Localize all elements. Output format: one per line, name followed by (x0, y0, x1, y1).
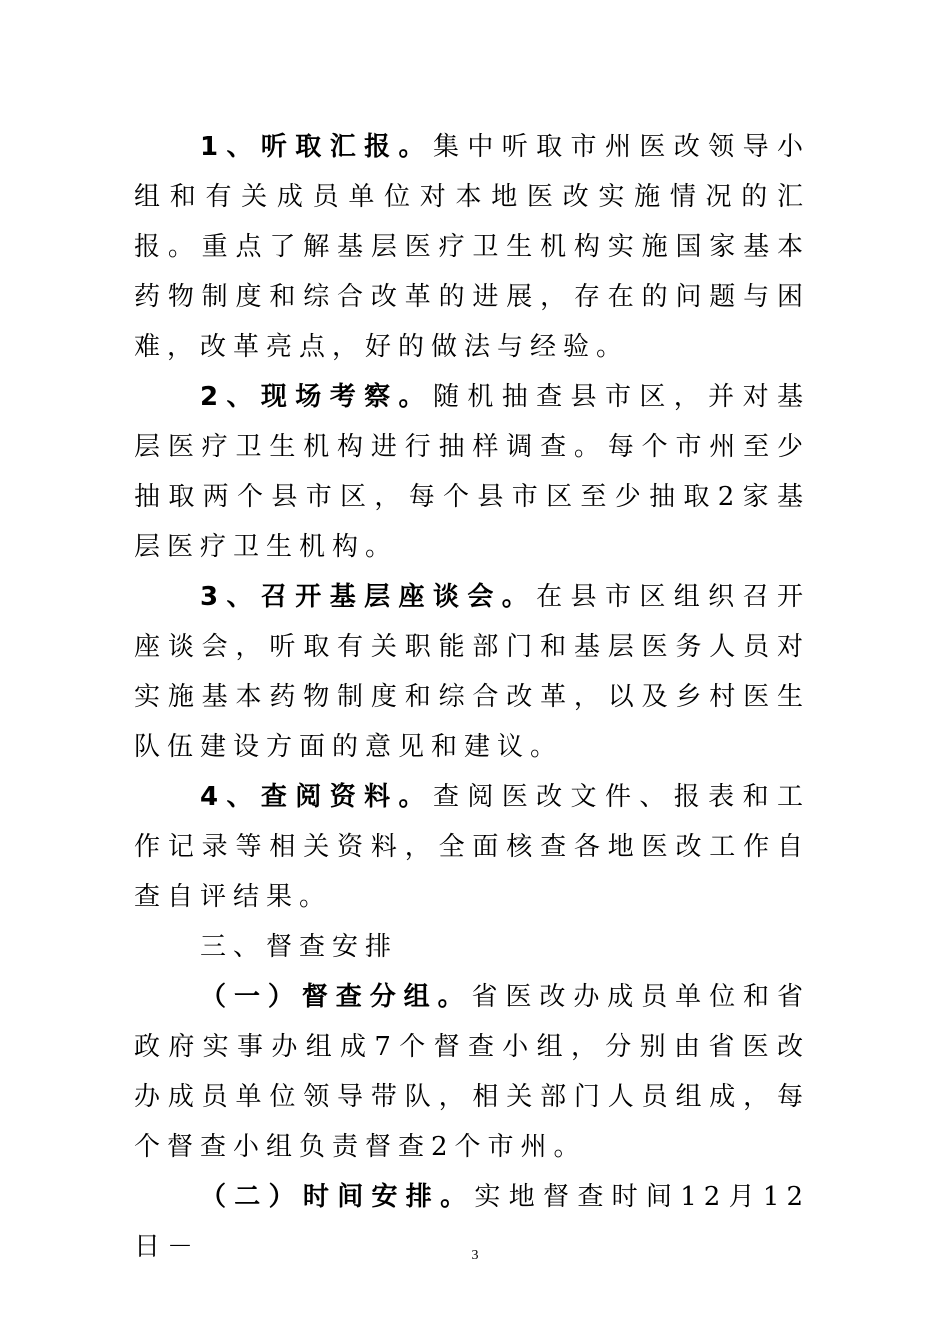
paragraph-listen-report (134, 122, 810, 372)
paragraph-text: 集中听取市州医改领导小组和有关成员单位对本地医改实施情况的汇报。重点了解基层医疗卫生机构实施国家基本药物制度和综合改革的进展，存在的问题与困难，改革亮点，好的做法与经验。 (134, 132, 810, 362)
page-number: 3 (471, 1248, 479, 1263)
paragraph-text: 在县市区组织召开座谈会，听取有关职能部门和基层医务人员对实施基本药物制度和综合改革，以及乡村医生队伍建设方面的意见和建议。 (134, 582, 810, 762)
paragraph-text: 随机抽查县市区，并对基层医疗卫生机构进行抽样调查。每个市州至少抽取两个县市区，每个县市区至少抽取2家基层医疗卫生机构。 (134, 382, 810, 562)
paragraph-heading: （一）督查分组。 (200, 982, 472, 1012)
section-heading-arrangement (134, 922, 810, 972)
paragraph-heading: 1、听取汇报。 (200, 132, 433, 162)
paragraph-review-materials (134, 772, 810, 922)
document-body (134, 122, 810, 1272)
paragraph-heading: （二）时间安排。 (200, 1182, 475, 1212)
paragraph-heading: 3、召开基层座谈会。 (200, 582, 537, 612)
paragraph-text: 省医改办成员单位和省政府实事办组成7个督查小组，分别由省医改办成员单位领导带队，相关部门人员组成，每个督查小组负责督查2个市州。 (134, 982, 810, 1162)
section-heading-text: 三、督查安排 (200, 932, 399, 962)
paragraph-site-visit (134, 372, 810, 572)
paragraph-text: 实地督查时间12月12日－ (134, 1182, 810, 1262)
paragraph-heading: 4、查阅资料。 (200, 782, 433, 812)
paragraph-text: 查阅医改文件、报表和工作记录等相关资料，全面核查各地医改工作自查自评结果。 (134, 782, 810, 912)
paragraph-grouping (134, 972, 810, 1172)
paragraph-heading: 2、现场考察。 (200, 382, 433, 412)
paragraph-symposium (134, 572, 810, 772)
